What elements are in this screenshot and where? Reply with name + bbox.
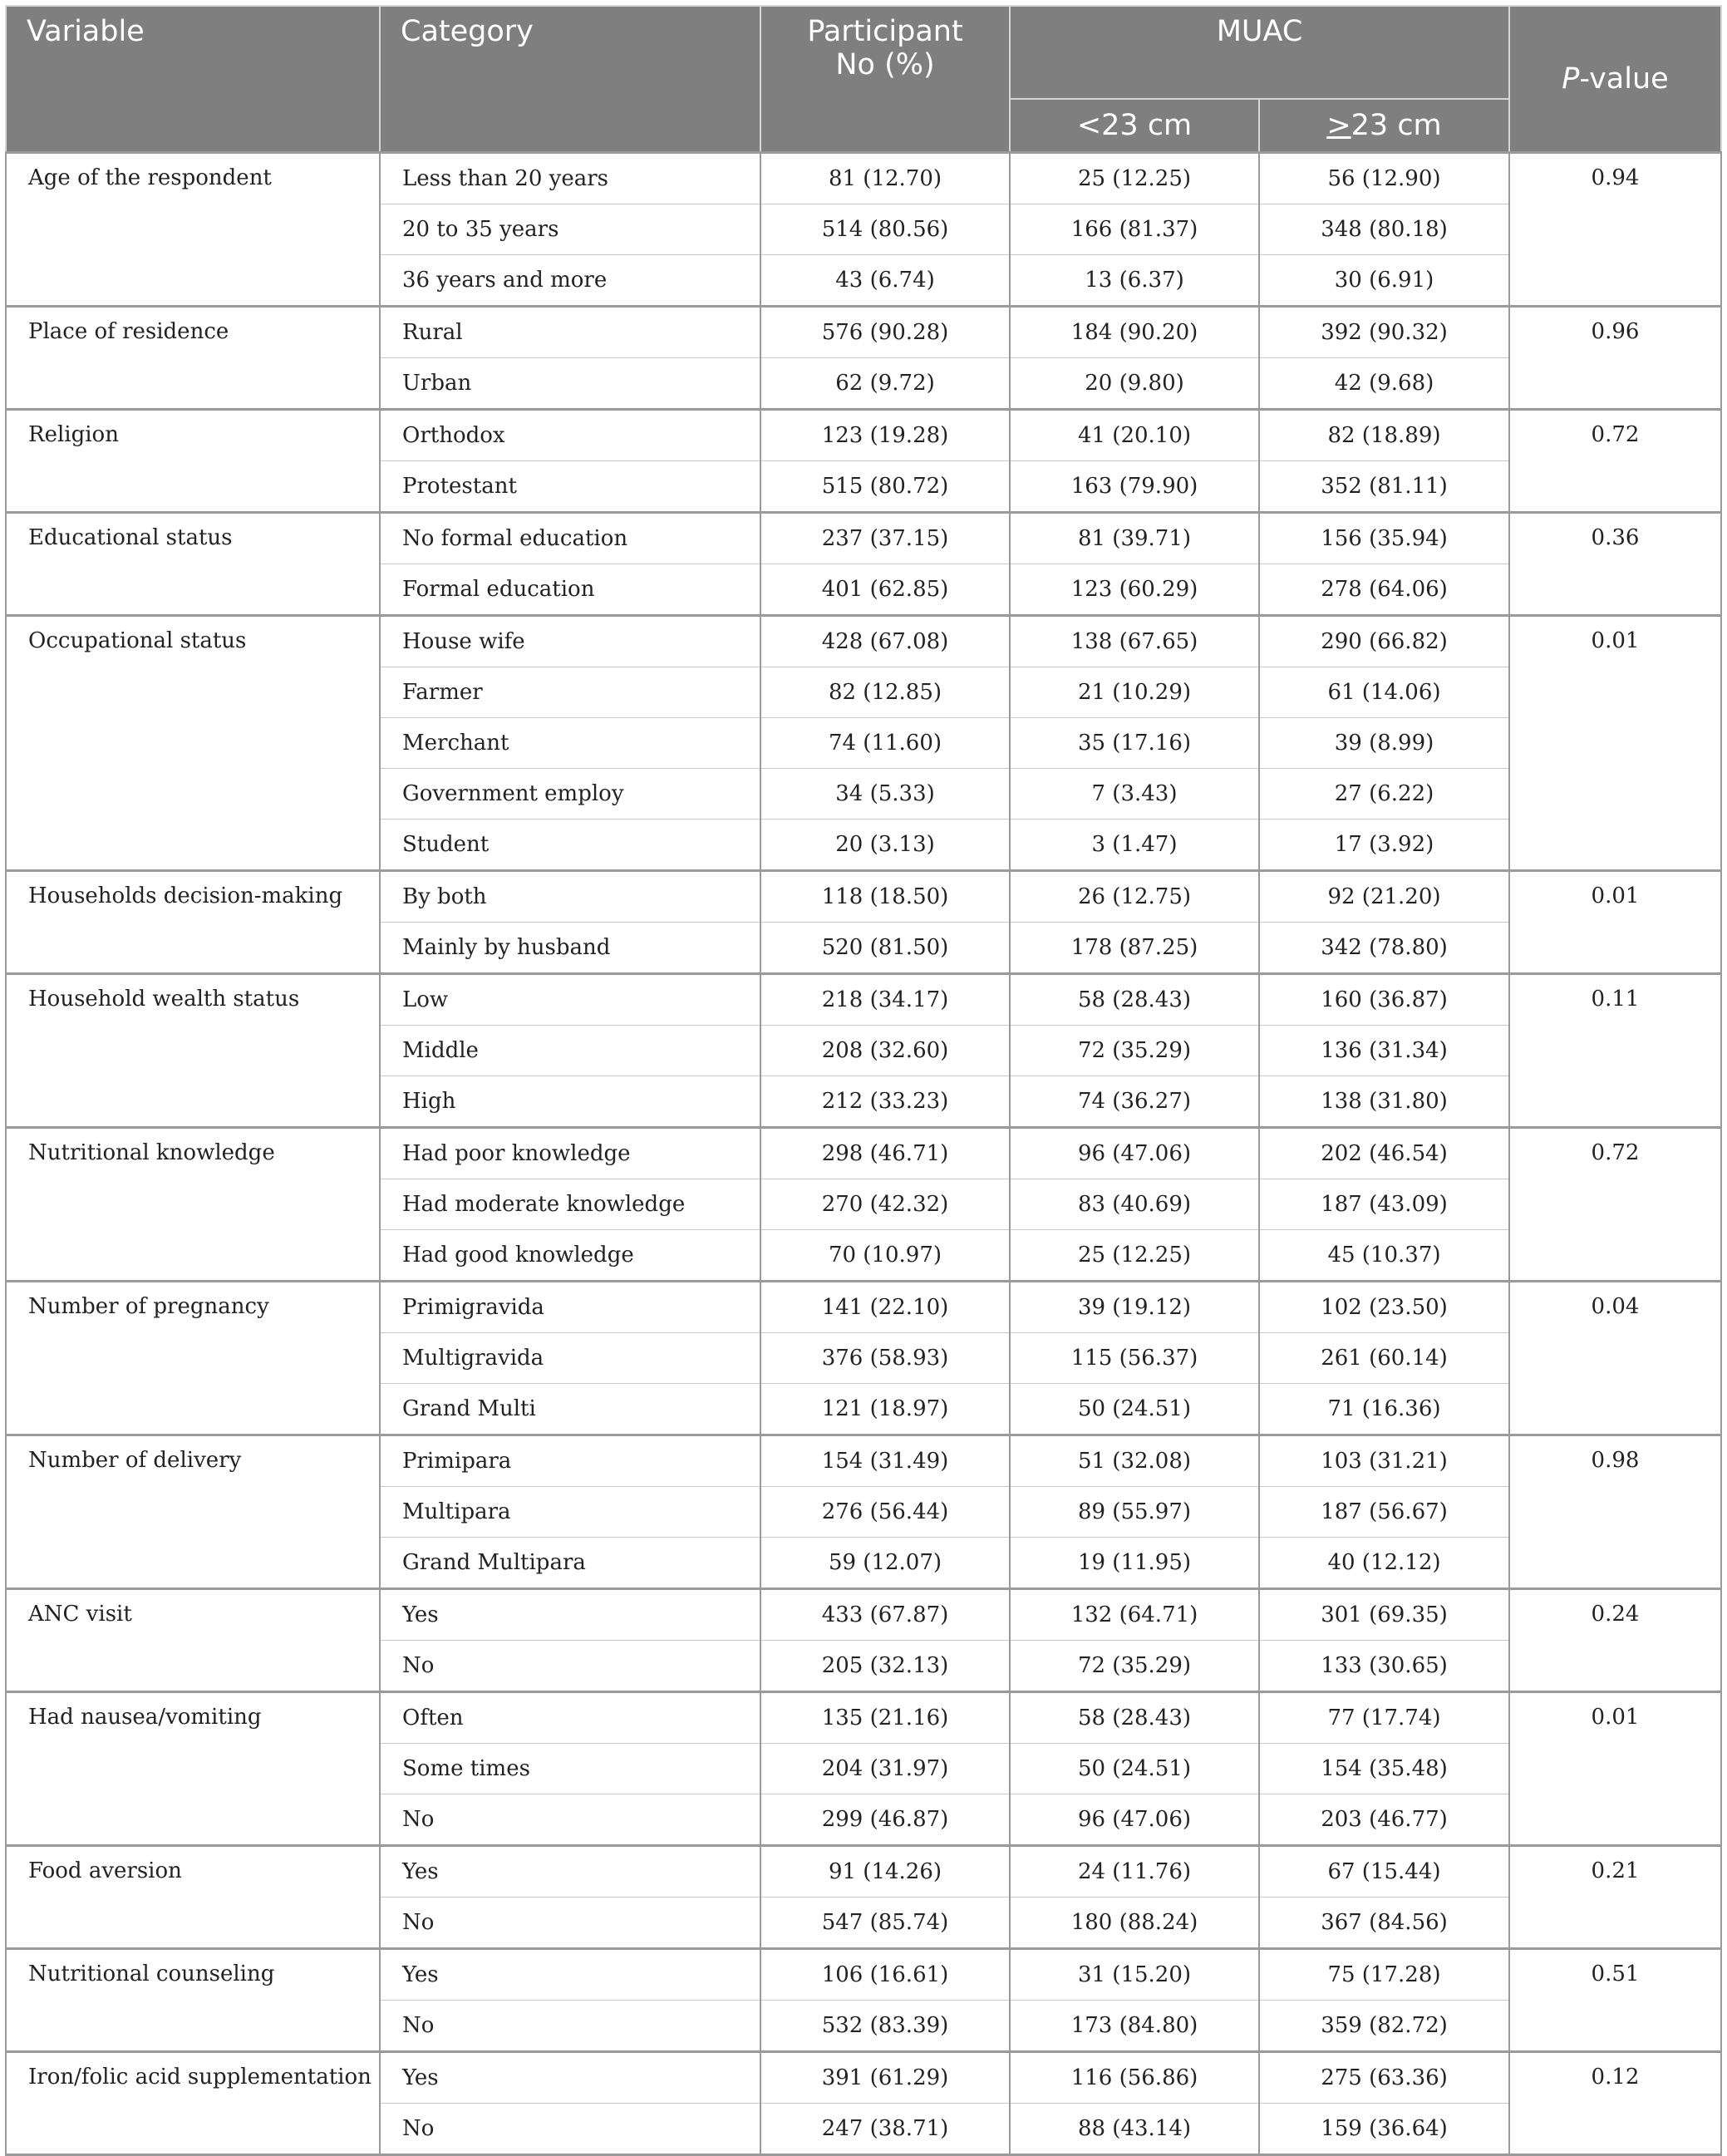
pvalue-cell: 0.51 bbox=[1509, 1949, 1721, 2052]
category-cell: Farmer bbox=[380, 667, 760, 718]
participant-cell: 376 (58.93) bbox=[760, 1333, 1010, 1384]
muac-gt23-cell: 202 (46.54) bbox=[1259, 1128, 1509, 1179]
category-cell: Middle bbox=[380, 1026, 760, 1076]
muac-lt23-cell: 58 (28.43) bbox=[1010, 974, 1259, 1026]
muac-gt23-cell: 42 (9.68) bbox=[1259, 358, 1509, 410]
participant-cell: 212 (33.23) bbox=[760, 1076, 1010, 1128]
muac-lt23-cell: 7 (3.43) bbox=[1010, 769, 1259, 820]
muac-gt23-cell: 359 (82.72) bbox=[1259, 2001, 1509, 2052]
participant-cell: 204 (31.97) bbox=[760, 1744, 1010, 1794]
variable-cell: Household wealth status bbox=[6, 974, 380, 1128]
muac-gt23-cell: 40 (12.12) bbox=[1259, 1538, 1509, 1589]
category-cell: Urban bbox=[380, 358, 760, 410]
category-cell: Orthodox bbox=[380, 410, 760, 461]
participant-cell: 298 (46.71) bbox=[760, 1128, 1010, 1179]
participant-cell: 532 (83.39) bbox=[760, 2001, 1010, 2052]
pvalue-cell: 0.01 bbox=[1509, 1692, 1721, 1846]
muac-gt23-cell: 103 (31.21) bbox=[1259, 1435, 1509, 1487]
muac-gt23-cell: 61 (14.06) bbox=[1259, 667, 1509, 718]
category-cell: No bbox=[380, 1794, 760, 1846]
participant-cell: 433 (67.87) bbox=[760, 1589, 1010, 1641]
participant-cell: 43 (6.74) bbox=[760, 255, 1010, 307]
participant-cell: 270 (42.32) bbox=[760, 1179, 1010, 1230]
category-cell: No bbox=[380, 2104, 760, 2155]
variable-cell: Educational status bbox=[6, 513, 380, 616]
variable-cell: Number of pregnancy bbox=[6, 1282, 380, 1435]
muac-lt23-cell: 25 (12.25) bbox=[1010, 153, 1259, 204]
muac-lt23-cell: 74 (36.27) bbox=[1010, 1076, 1259, 1128]
muac-lt23-cell: 50 (24.51) bbox=[1010, 1384, 1259, 1435]
participant-cell: 576 (90.28) bbox=[760, 307, 1010, 358]
table-row bbox=[6, 1949, 1721, 2001]
data-table bbox=[5, 5, 1722, 2156]
muac-gt23-cell: 39 (8.99) bbox=[1259, 718, 1509, 769]
header-category: Category bbox=[380, 6, 760, 153]
muac-lt23-cell: 166 (81.37) bbox=[1010, 204, 1259, 255]
table-row bbox=[6, 1128, 1721, 1179]
muac-lt23-cell: 19 (11.95) bbox=[1010, 1538, 1259, 1589]
table-row bbox=[6, 616, 1721, 667]
muac-lt23-cell: 39 (19.12) bbox=[1010, 1282, 1259, 1333]
category-cell: Merchant bbox=[380, 718, 760, 769]
participant-cell: 123 (19.28) bbox=[760, 410, 1010, 461]
muac-gt23-cell: 348 (80.18) bbox=[1259, 204, 1509, 255]
category-cell: Primigravida bbox=[380, 1282, 760, 1333]
participant-cell: 237 (37.15) bbox=[760, 513, 1010, 564]
participant-cell: 74 (11.60) bbox=[760, 718, 1010, 769]
pvalue-cell: 0.98 bbox=[1509, 1435, 1721, 1589]
category-cell: Mainly by husband bbox=[380, 923, 760, 974]
participant-cell: 208 (32.60) bbox=[760, 1026, 1010, 1076]
muac-lt23-cell: 81 (39.71) bbox=[1010, 513, 1259, 564]
participant-cell: 520 (81.50) bbox=[760, 923, 1010, 974]
category-cell: Primipara bbox=[380, 1435, 760, 1487]
muac-lt23-cell: 58 (28.43) bbox=[1010, 1692, 1259, 1744]
participant-cell: 218 (34.17) bbox=[760, 974, 1010, 1026]
header-participant-line1: Participant bbox=[807, 15, 963, 48]
category-cell: Grand Multipara bbox=[380, 1538, 760, 1589]
variable-cell: Age of the respondent bbox=[6, 153, 380, 307]
participant-cell: 154 (31.49) bbox=[760, 1435, 1010, 1487]
muac-gt23-cell: 17 (3.92) bbox=[1259, 820, 1509, 871]
muac-gt23-cell: 159 (36.64) bbox=[1259, 2104, 1509, 2155]
muac-lt23-cell: 96 (47.06) bbox=[1010, 1128, 1259, 1179]
category-cell: Yes bbox=[380, 1846, 760, 1898]
table-row bbox=[6, 1435, 1721, 1487]
muac-gt23-cell: 82 (18.89) bbox=[1259, 410, 1509, 461]
variable-cell: Households decision-making bbox=[6, 871, 380, 974]
category-cell: Some times bbox=[380, 1744, 760, 1794]
muac-lt23-cell: 89 (55.97) bbox=[1010, 1487, 1259, 1538]
participant-cell: 547 (85.74) bbox=[760, 1898, 1010, 1949]
muac-gt23-cell: 160 (36.87) bbox=[1259, 974, 1509, 1026]
participant-cell: 299 (46.87) bbox=[760, 1794, 1010, 1846]
category-cell: Multipara bbox=[380, 1487, 760, 1538]
participant-cell: 34 (5.33) bbox=[760, 769, 1010, 820]
variable-cell: Nutritional knowledge bbox=[6, 1128, 380, 1282]
table-row bbox=[6, 871, 1721, 923]
muac-gt23-cell: 187 (56.67) bbox=[1259, 1487, 1509, 1538]
muac-gt23-cell: 301 (69.35) bbox=[1259, 1589, 1509, 1641]
muac-gt23-cell: 92 (21.20) bbox=[1259, 871, 1509, 923]
pvalue-cell: 0.36 bbox=[1509, 513, 1721, 616]
participant-cell: 81 (12.70) bbox=[760, 153, 1010, 204]
muac-lt23-cell: 3 (1.47) bbox=[1010, 820, 1259, 871]
muac-lt23-cell: 72 (35.29) bbox=[1010, 1641, 1259, 1692]
participant-cell: 118 (18.50) bbox=[760, 871, 1010, 923]
header-muac-gt23 bbox=[1259, 99, 1509, 153]
variable-cell: ANC visit bbox=[6, 1589, 380, 1692]
table-row bbox=[6, 153, 1721, 204]
category-cell: Yes bbox=[380, 1949, 760, 2001]
header-muac: MUAC bbox=[1010, 6, 1509, 99]
pvalue-cell: 0.94 bbox=[1509, 153, 1721, 307]
muac-lt23-cell: 24 (11.76) bbox=[1010, 1846, 1259, 1898]
category-cell: No formal education bbox=[380, 513, 760, 564]
category-cell: Grand Multi bbox=[380, 1384, 760, 1435]
muac-lt23-cell: 116 (56.86) bbox=[1010, 2052, 1259, 2104]
participant-cell: 247 (38.71) bbox=[760, 2104, 1010, 2155]
participant-cell: 106 (16.61) bbox=[760, 1949, 1010, 2001]
muac-lt23-cell: 173 (84.80) bbox=[1010, 2001, 1259, 2052]
muac-lt23-cell: 25 (12.25) bbox=[1010, 1230, 1259, 1282]
participant-cell: 401 (62.85) bbox=[760, 564, 1010, 616]
pvalue-cell: 0.01 bbox=[1509, 871, 1721, 974]
muac-lt23-cell: 138 (67.65) bbox=[1010, 616, 1259, 667]
category-cell: Had moderate knowledge bbox=[380, 1179, 760, 1230]
muac-gt23-cell: 138 (31.80) bbox=[1259, 1076, 1509, 1128]
variable-cell: Nutritional counseling bbox=[6, 1949, 380, 2052]
participant-cell: 91 (14.26) bbox=[760, 1846, 1010, 1898]
pvalue-cell: 0.04 bbox=[1509, 1282, 1721, 1435]
header-variable: Variable bbox=[6, 6, 380, 153]
participant-cell: 20 (3.13) bbox=[760, 820, 1010, 871]
table-row bbox=[6, 1282, 1721, 1333]
muac-gt23-cell: 56 (12.90) bbox=[1259, 153, 1509, 204]
pvalue-cell: 0.24 bbox=[1509, 1589, 1721, 1692]
variable-cell: Iron/folic acid supplementation bbox=[6, 2052, 380, 2155]
muac-lt23-cell: 184 (90.20) bbox=[1010, 307, 1259, 358]
muac-lt23-cell: 35 (17.16) bbox=[1010, 718, 1259, 769]
header-gt23-symbol: > bbox=[1326, 109, 1351, 142]
header-muac-lt23: <23 cm bbox=[1010, 99, 1259, 153]
participant-cell: 391 (61.29) bbox=[760, 2052, 1010, 2104]
participant-cell: 70 (10.97) bbox=[760, 1230, 1010, 1282]
category-cell: Less than 20 years bbox=[380, 153, 760, 204]
category-cell: House wife bbox=[380, 616, 760, 667]
category-cell: Formal education bbox=[380, 564, 760, 616]
category-cell: Student bbox=[380, 820, 760, 871]
muac-gt23-cell: 156 (35.94) bbox=[1259, 513, 1509, 564]
category-cell: Low bbox=[380, 974, 760, 1026]
muac-gt23-cell: 278 (64.06) bbox=[1259, 564, 1509, 616]
muac-gt23-cell: 392 (90.32) bbox=[1259, 307, 1509, 358]
table-row bbox=[6, 1692, 1721, 1744]
category-cell: Had poor knowledge bbox=[380, 1128, 760, 1179]
table-row bbox=[6, 513, 1721, 564]
participant-cell: 141 (22.10) bbox=[760, 1282, 1010, 1333]
muac-lt23-cell: 20 (9.80) bbox=[1010, 358, 1259, 410]
variable-cell: Had nausea/vomiting bbox=[6, 1692, 380, 1846]
muac-gt23-cell: 67 (15.44) bbox=[1259, 1846, 1509, 1898]
muac-lt23-cell: 96 (47.06) bbox=[1010, 1794, 1259, 1846]
muac-gt23-cell: 203 (46.77) bbox=[1259, 1794, 1509, 1846]
table-row bbox=[6, 1589, 1721, 1641]
participant-cell: 515 (80.72) bbox=[760, 461, 1010, 513]
muac-lt23-cell: 180 (88.24) bbox=[1010, 1898, 1259, 1949]
participant-cell: 121 (18.97) bbox=[760, 1384, 1010, 1435]
header-participant bbox=[760, 6, 1010, 153]
participant-cell: 514 (80.56) bbox=[760, 204, 1010, 255]
pvalue-cell: 0.01 bbox=[1509, 616, 1721, 871]
table-row bbox=[6, 2052, 1721, 2104]
muac-lt23-cell: 51 (32.08) bbox=[1010, 1435, 1259, 1487]
muac-lt23-cell: 21 (10.29) bbox=[1010, 667, 1259, 718]
category-cell: Multigravida bbox=[380, 1333, 760, 1384]
participant-cell: 82 (12.85) bbox=[760, 667, 1010, 718]
pvalue-cell: 0.12 bbox=[1509, 2052, 1721, 2155]
participant-cell: 59 (12.07) bbox=[760, 1538, 1010, 1589]
category-cell: Often bbox=[380, 1692, 760, 1744]
muac-gt23-cell: 261 (60.14) bbox=[1259, 1333, 1509, 1384]
muac-lt23-cell: 13 (6.37) bbox=[1010, 255, 1259, 307]
muac-gt23-cell: 367 (84.56) bbox=[1259, 1898, 1509, 1949]
participant-cell: 205 (32.13) bbox=[760, 1641, 1010, 1692]
muac-lt23-cell: 26 (12.75) bbox=[1010, 871, 1259, 923]
category-cell: Protestant bbox=[380, 461, 760, 513]
pvalue-cell: 0.21 bbox=[1509, 1846, 1721, 1949]
category-cell: Yes bbox=[380, 2052, 760, 2104]
muac-lt23-cell: 163 (79.90) bbox=[1010, 461, 1259, 513]
muac-lt23-cell: 115 (56.37) bbox=[1010, 1333, 1259, 1384]
muac-gt23-cell: 187 (43.09) bbox=[1259, 1179, 1509, 1230]
muac-gt23-cell: 75 (17.28) bbox=[1259, 1949, 1509, 2001]
category-cell: Government employ bbox=[380, 769, 760, 820]
header-participant-line2: No (%) bbox=[835, 48, 935, 81]
category-cell: 20 to 35 years bbox=[380, 204, 760, 255]
variable-cell: Occupational status bbox=[6, 616, 380, 871]
muac-gt23-cell: 154 (35.48) bbox=[1259, 1744, 1509, 1794]
muac-lt23-cell: 72 (35.29) bbox=[1010, 1026, 1259, 1076]
muac-lt23-cell: 178 (87.25) bbox=[1010, 923, 1259, 974]
muac-gt23-cell: 71 (16.36) bbox=[1259, 1384, 1509, 1435]
participant-cell: 135 (21.16) bbox=[760, 1692, 1010, 1744]
muac-gt23-cell: 352 (81.11) bbox=[1259, 461, 1509, 513]
category-cell: Yes bbox=[380, 1589, 760, 1641]
header-gt23-text: 23 cm bbox=[1351, 109, 1442, 142]
category-cell: 36 years and more bbox=[380, 255, 760, 307]
muac-lt23-cell: 123 (60.29) bbox=[1010, 564, 1259, 616]
muac-lt23-cell: 31 (15.20) bbox=[1010, 1949, 1259, 2001]
pvalue-cell: 0.72 bbox=[1509, 1128, 1721, 1282]
muac-gt23-cell: 102 (23.50) bbox=[1259, 1282, 1509, 1333]
category-cell: Rural bbox=[380, 307, 760, 358]
variable-cell: Place of residence bbox=[6, 307, 380, 410]
muac-gt23-cell: 77 (17.74) bbox=[1259, 1692, 1509, 1744]
participant-cell: 276 (56.44) bbox=[760, 1487, 1010, 1538]
muac-gt23-cell: 133 (30.65) bbox=[1259, 1641, 1509, 1692]
table-header bbox=[6, 6, 1721, 153]
muac-gt23-cell: 45 (10.37) bbox=[1259, 1230, 1509, 1282]
participant-cell: 428 (67.08) bbox=[760, 616, 1010, 667]
header-pvalue-p: P bbox=[1562, 62, 1580, 96]
muac-lt23-cell: 41 (20.10) bbox=[1010, 410, 1259, 461]
muac-gt23-cell: 275 (63.36) bbox=[1259, 2052, 1509, 2104]
muac-gt23-cell: 290 (66.82) bbox=[1259, 616, 1509, 667]
participant-cell: 62 (9.72) bbox=[760, 358, 1010, 410]
table-row bbox=[6, 307, 1721, 358]
muac-gt23-cell: 30 (6.91) bbox=[1259, 255, 1509, 307]
category-cell: Had good knowledge bbox=[380, 1230, 760, 1282]
pvalue-cell: 0.11 bbox=[1509, 974, 1721, 1128]
variable-cell: Religion bbox=[6, 410, 380, 513]
category-cell: By both bbox=[380, 871, 760, 923]
muac-gt23-cell: 136 (31.34) bbox=[1259, 1026, 1509, 1076]
muac-gt23-cell: 342 (78.80) bbox=[1259, 923, 1509, 974]
category-cell: No bbox=[380, 1898, 760, 1949]
table-row bbox=[6, 410, 1721, 461]
variable-cell: Food aversion bbox=[6, 1846, 380, 1949]
table-row bbox=[6, 1846, 1721, 1898]
muac-lt23-cell: 83 (40.69) bbox=[1010, 1179, 1259, 1230]
pvalue-cell: 0.96 bbox=[1509, 307, 1721, 410]
muac-lt23-cell: 88 (43.14) bbox=[1010, 2104, 1259, 2155]
header-pvalue-rest: -value bbox=[1579, 62, 1669, 96]
category-cell: High bbox=[380, 1076, 760, 1128]
muac-lt23-cell: 132 (64.71) bbox=[1010, 1589, 1259, 1641]
category-cell: No bbox=[380, 2001, 760, 2052]
variable-cell: Number of delivery bbox=[6, 1435, 380, 1589]
category-cell: No bbox=[380, 1641, 760, 1692]
header-pvalue bbox=[1509, 6, 1721, 153]
table-body bbox=[6, 153, 1721, 2155]
table-row bbox=[6, 974, 1721, 1026]
muac-lt23-cell: 50 (24.51) bbox=[1010, 1744, 1259, 1794]
muac-gt23-cell: 27 (6.22) bbox=[1259, 769, 1509, 820]
pvalue-cell: 0.72 bbox=[1509, 410, 1721, 513]
